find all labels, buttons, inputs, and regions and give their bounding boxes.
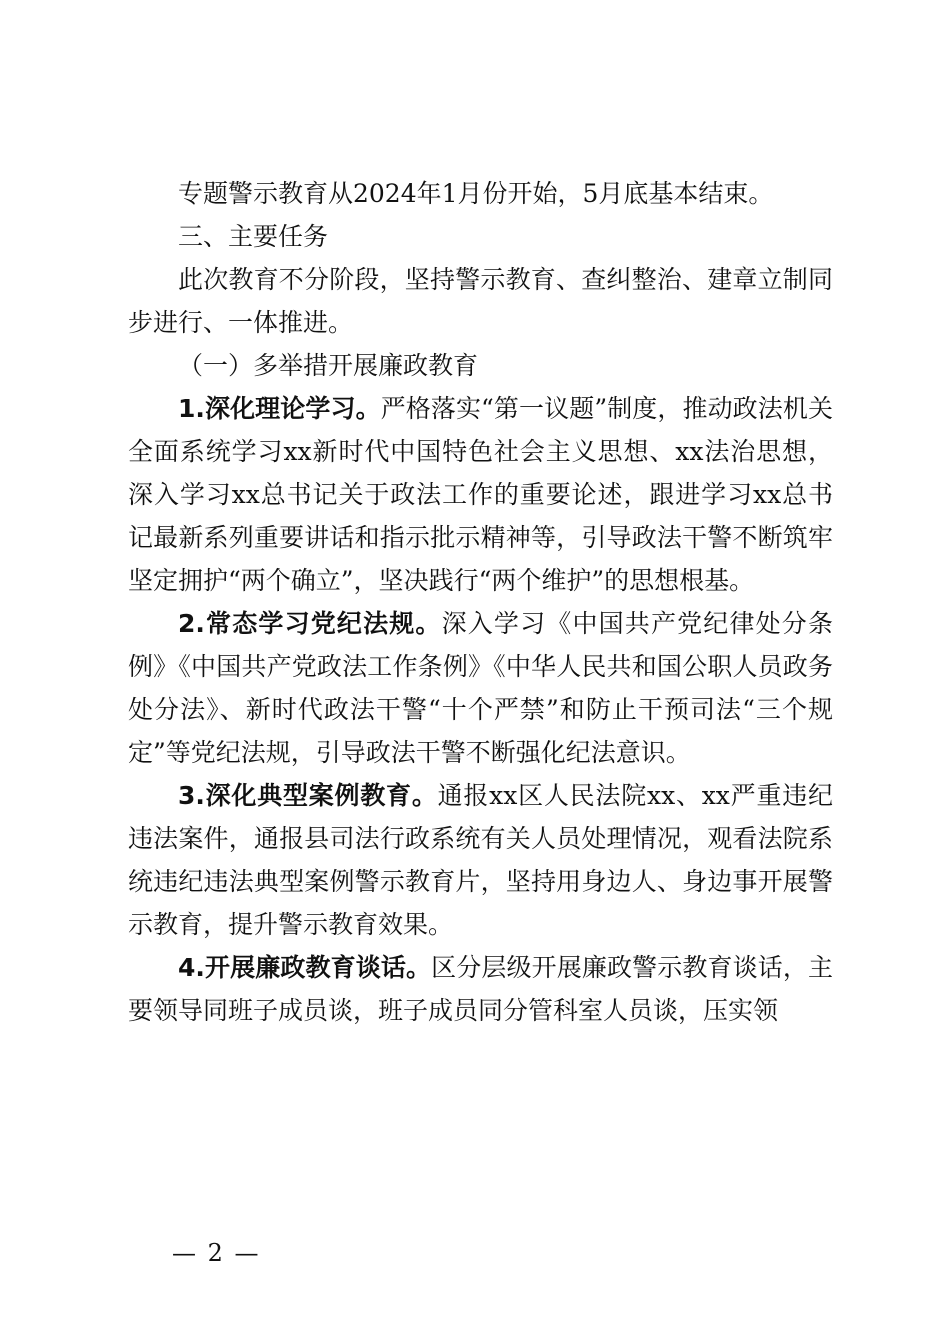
list-item-theory-study — [128, 387, 833, 602]
subheading-text: （一）多举措开展廉政教育 — [178, 351, 479, 380]
list-item-case-education — [128, 774, 833, 946]
section-heading-main-tasks — [128, 215, 833, 258]
subsection-heading-education — [128, 344, 833, 387]
paragraph-text: 专题警示教育从2024年1月份开始，5月底基本结束。 — [178, 179, 774, 208]
list-item-party-rules — [128, 602, 833, 774]
page-number: — 2 — — [172, 1239, 261, 1267]
item-text: 严格落实“第一议题”制度，推动政法机关全面系统学习xx新时代中国特色社会主义思想、xx法治思想，深入学习xx总书记关于政法工作的重要论述，跟进学习xx总书记最新系列重要讲话和指示批示精神等，引导政法干警不断筑牢坚定拥护“两个确立”，坚决践行“两个维护”的思想根基。 — [128, 394, 833, 595]
item-text: 区分层级开展廉政警示教育谈话，主要领导同班子成员谈，班子成员同分管科室人员谈，压实领 — [128, 953, 833, 1025]
paragraph-schedule — [128, 172, 833, 215]
item-text: 通报xx区人民法院xx、xx严重违纪违法案件，通报县司法行政系统有关人员处理情况，观看法院系统违纪违法典型案例警示教育片，坚持用身边人、身边事开展警示教育，提升警示教育效果。 — [128, 781, 833, 939]
document-body — [128, 172, 833, 1032]
item-lead: 1.深化理论学习。 — [178, 394, 381, 423]
paragraph-text: 此次教育不分阶段，坚持警示教育、查纠整治、建章立制同步进行、一体推进。 — [128, 265, 833, 337]
list-item-integrity-talks — [128, 946, 833, 1032]
item-lead: 2.常态学习党纪法规。 — [178, 609, 442, 638]
item-text: 深入学习《中国共产党纪律处分条例》《中国共产党政法工作条例》《中华人民共和国公职人员政务处分法》、新时代政法干警“十个严禁”和防止干预司法“三个规定”等党纪法规，引导政法干警不断强化纪法意识。 — [128, 609, 833, 767]
item-lead: 3.深化典型案例教育。 — [178, 781, 438, 810]
heading-text: 三、主要任务 — [178, 222, 329, 251]
paragraph-overview — [128, 258, 833, 344]
item-lead: 4.开展廉政教育谈话。 — [178, 953, 432, 982]
